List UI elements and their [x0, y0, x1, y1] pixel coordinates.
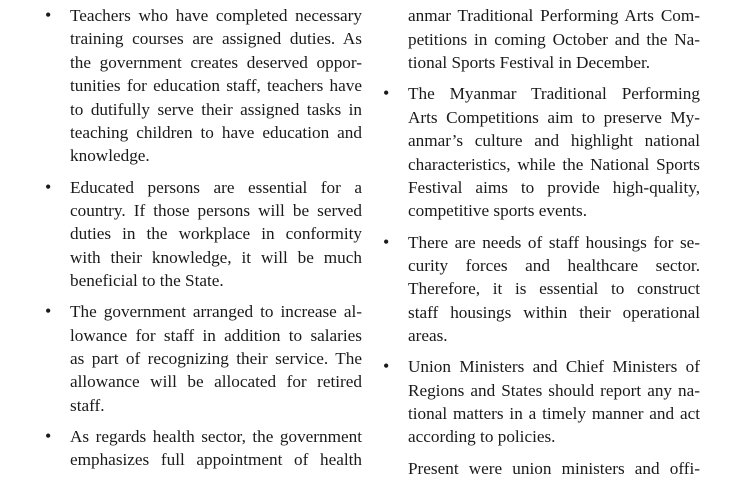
text-line: Present were union ministers and offi-: [408, 458, 700, 478]
text-line: country. If those persons will be served: [70, 200, 362, 220]
left-column: [70, 4, 362, 480]
text-line: tional matters in a timely manner and act: [408, 404, 700, 424]
text-line: petitions in coming October and the Na-: [408, 29, 700, 49]
text-line: the government creates deserved oppor-: [70, 52, 362, 72]
bullet-item-staff-housings: [408, 231, 700, 348]
text-line: as part of recognizing their service. The: [70, 349, 362, 369]
text-line: tunities for education staff, teachers have: [70, 76, 362, 96]
continued-paragraph: [408, 0, 700, 75]
bullet-item-union-ministers: [408, 355, 700, 449]
text-line: tional Sports Festival in December.: [408, 53, 651, 73]
text-line: teaching children to have education and: [70, 122, 362, 142]
text-line: with their knowledge, it will be much: [70, 247, 362, 267]
text-line: • The government arranged to increase al-: [70, 302, 362, 322]
text-line: beneficial to the State.: [70, 271, 224, 291]
bullet-item-teachers: [70, 4, 362, 168]
right-bullet-list: [408, 82, 700, 448]
text-line: Arts Competitions aim to preserve My-: [408, 107, 700, 127]
text-line: • Union Ministers and Chief Ministers of: [408, 357, 700, 377]
text-line: staff housings within their operational: [408, 302, 700, 322]
text-line: knowledge.: [70, 146, 150, 166]
text-line: curity forces and healthcare sector.: [408, 255, 700, 275]
text-line: • The Myanmar Traditional Performing: [408, 84, 700, 104]
text-line: competitive sports events.: [408, 201, 588, 221]
bullet-item-traditional-arts: [408, 82, 700, 222]
text-line: areas.: [408, 326, 448, 346]
text-line: lowance for staff in addition to salaries: [70, 325, 362, 345]
bullet-item-health-sector: [70, 425, 362, 472]
text-line: anmar’s culture and highlight national: [408, 131, 700, 151]
text-line: characteristics, while the National Sports: [408, 154, 700, 174]
text-line: emphasizes full appointment of health: [70, 450, 362, 470]
right-column: [408, 0, 700, 488]
bullet-item-allowance: [70, 300, 362, 417]
text-line: allowance will be allocated for retired: [70, 372, 362, 392]
text-line: staff.: [70, 395, 105, 415]
text-line: • There are needs of staff housings for se-: [408, 232, 700, 252]
text-line: duties in the workplace in conformity: [70, 224, 362, 244]
text-line: anmar Traditional Performing Arts Com-: [408, 6, 700, 26]
text-line: training courses are assigned duties. As: [70, 29, 362, 49]
text-line: Regions and States should report any na-: [408, 380, 700, 400]
text-line: according to policies.: [408, 427, 556, 447]
text-line: • Educated persons are essential for a: [70, 177, 362, 197]
bullet-item-educated-persons: [70, 176, 362, 293]
text-line: • Teachers who have completed necessary: [70, 6, 362, 25]
text-line: • As regards health sector, the government: [70, 427, 362, 447]
left-bullet-list: [70, 4, 362, 472]
text-line: Festival aims to provide high-quality,: [408, 177, 700, 197]
trailing-paragraph: [408, 457, 700, 480]
text-line: to dutifully serve their assigned tasks in: [70, 99, 362, 119]
text-line: Therefore, it is essential to construct: [408, 279, 700, 299]
